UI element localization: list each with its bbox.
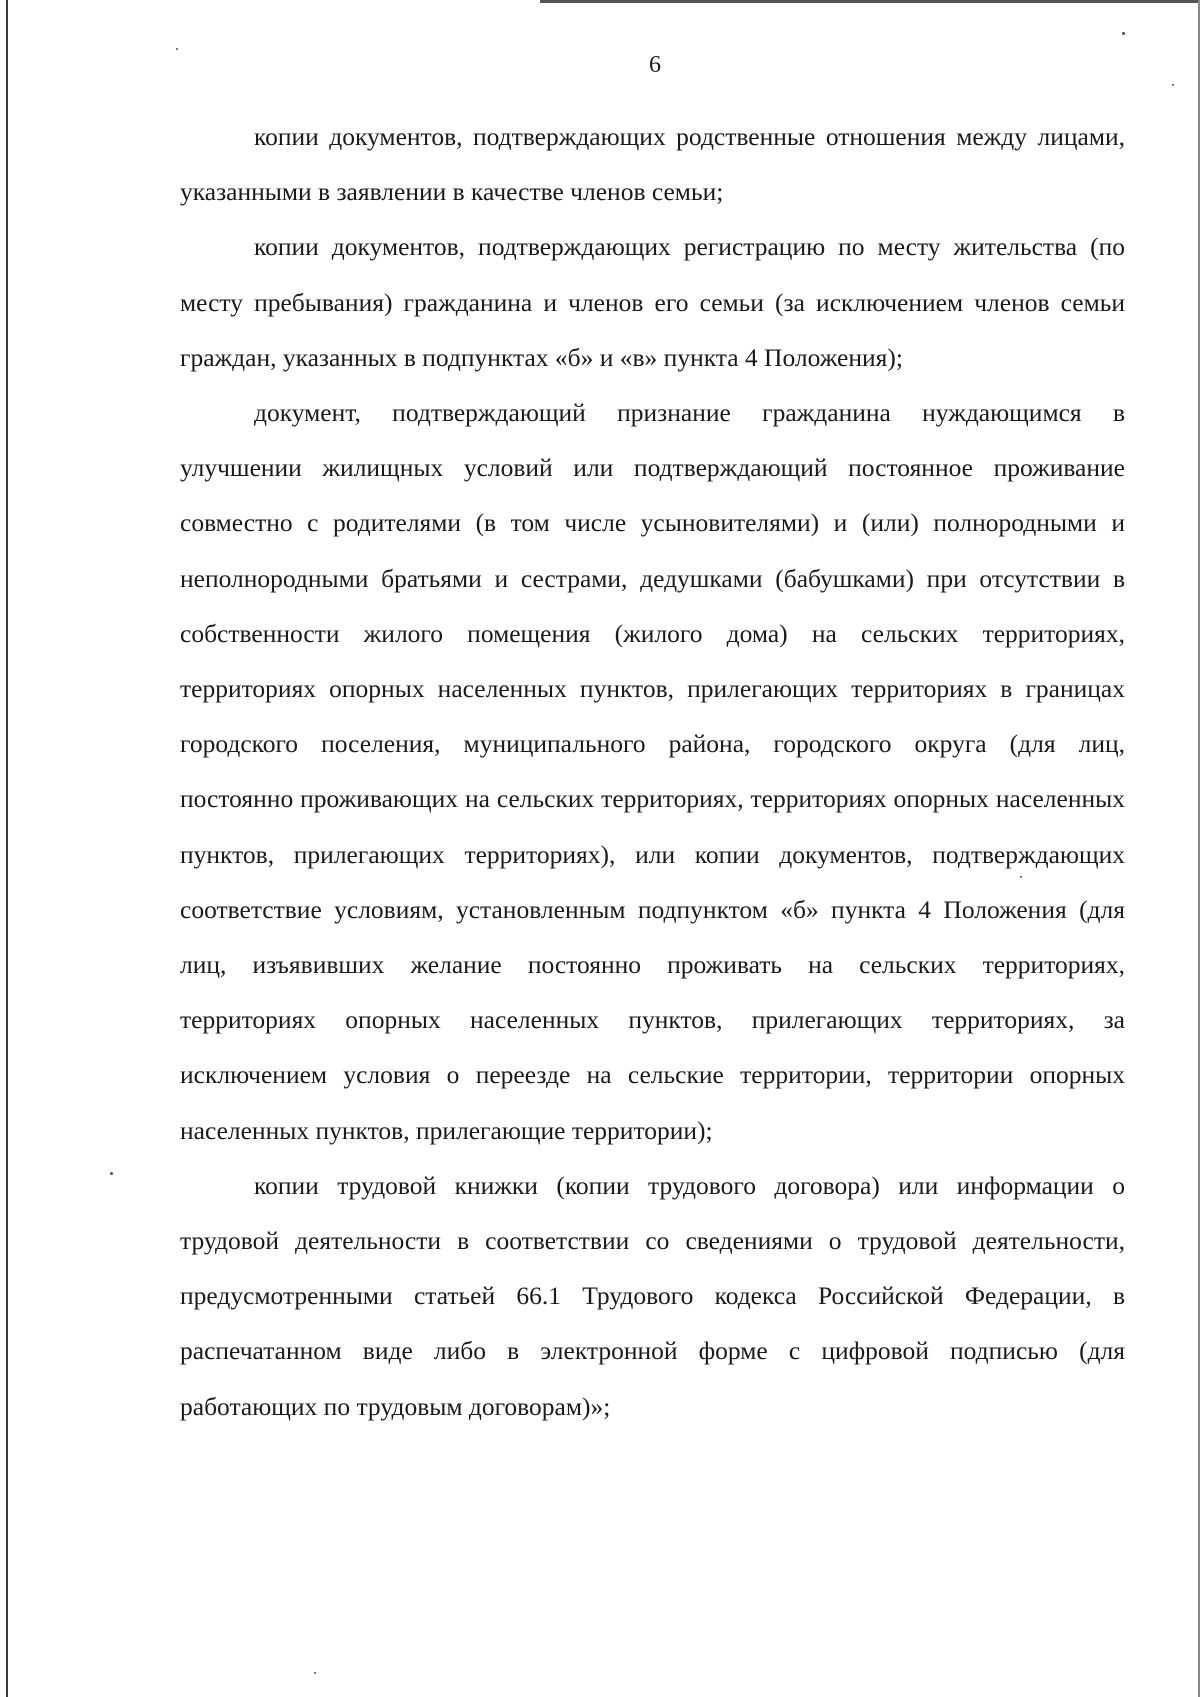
paragraph-housing-need-docs: документ, подтверждающий признание гражданина нуждающимся в улучшении жилищных условий или подтверждающий постоянное проживание совместно с родителями (в том числе усыновителями) и (или) полнородными и неполнородными братьями и сестрами, дедушками (бабушками) при отсутствии в собственности жилого помещения (жилого дома) на сельских территориях, территориях опорных населенных пунктов, прилегающих территориях в границах городского поселения, муниципального района, городского округа (для лиц, постоянно проживающих на сельских территориях, территориях опорных населенных пунктов, прилегающих территориях), или копии документов, подтверждающих соответствие условиям, установленным подпунктом «б» пункта 4 Положения (для лиц, изъявивших желание постоянно проживать на сельских территориях, территориях опорных населенных пунктов, прилегающих территориях, за исключением условия о переезде на сельские территории, территории опорных населенных пунктов, прилегающие территории);	[180, 398, 1125, 1145]
scan-left-edge	[6, 0, 8, 1697]
scan-speck	[110, 1172, 113, 1175]
scan-speck	[1122, 32, 1125, 35]
scan-speck	[1172, 84, 1174, 86]
document-body	[180, 109, 1125, 1434]
scan-speck	[176, 48, 178, 50]
scan-speck	[314, 1672, 316, 1674]
paragraph-employment-docs: копии трудовой книжки (копии трудового договора) или информации о трудовой деятельности в соответствии со сведениями о трудовой деятельности, предусмотренными статьей 66.1 Трудового кодекса Российской Федерации, в распечатанном виде либо в электронной форме с цифровой подписью (для работающих по трудовым договорам)»;	[180, 1170, 1125, 1421]
page-number: 6	[649, 52, 661, 78]
paragraph-registration-docs: копии документов, подтверждающих регистрацию по месту жительства (по месту пребывания) гражданина и членов его семьи (за исключением членов семьи граждан, указанных в подпунктах «б» и «в» пункта 4 Положения);	[180, 232, 1125, 372]
scan-top-edge	[540, 0, 1200, 3]
paragraph-family-relations-docs: копии документов, подтверждающих родственные отношения между лицами, указанными в заявлении в качестве членов семьи;	[180, 122, 1125, 207]
